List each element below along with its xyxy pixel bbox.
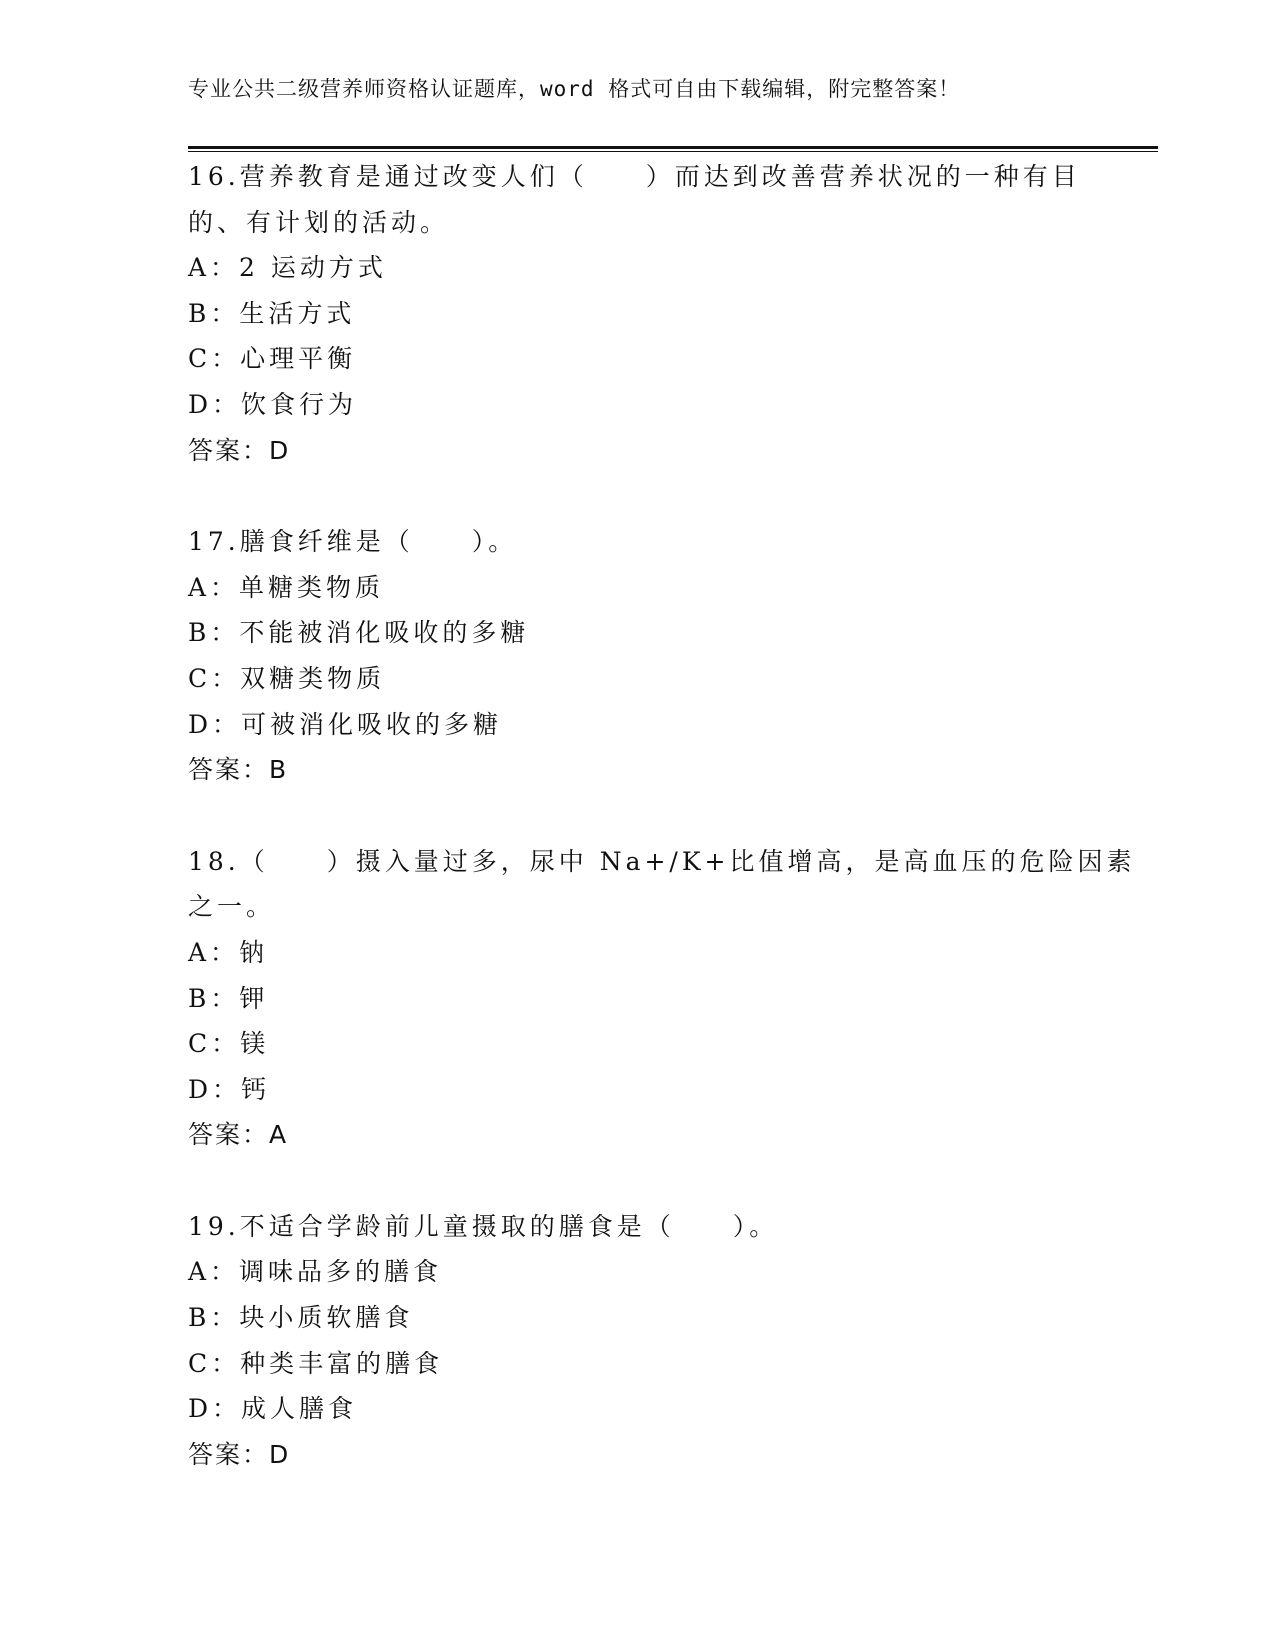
question-list (188, 154, 1136, 1523)
question-stem-line: 的、有计划的活动。 (188, 207, 450, 237)
question-stem (188, 519, 1088, 565)
question-stem-line: 19.不适合学龄前儿童摄取的膳食是（ ）。 (188, 1211, 779, 1241)
question-stem-line: 18.（ ）摄入量过多，尿中 Na+/K+比值增高，是高血压的危险因素 (188, 846, 1136, 876)
question-19 (188, 1204, 1088, 1478)
question-17 (188, 519, 1088, 793)
question-16 (188, 154, 1088, 473)
option-b: B：生活方式 (188, 298, 356, 328)
option-d: D：可被消化吸收的多糖 (188, 709, 503, 739)
option-a: A：调味品多的膳食 (188, 1257, 443, 1287)
question-stem-line: 17.膳食纤维是（ ）。 (188, 527, 518, 557)
header-rule-thin (188, 151, 1158, 152)
option-d: D：饮食行为 (188, 389, 358, 419)
question-stem (188, 154, 1088, 245)
option-b: B：不能被消化吸收的多糖 (188, 618, 530, 648)
answer-line: 答案：D (188, 435, 291, 465)
option-a: A：单糖类物质 (188, 572, 385, 602)
option-a: A：钠 (188, 937, 269, 967)
option-a: A：2 运动方式 (188, 253, 387, 283)
option-b: B：块小质软膳食 (188, 1303, 414, 1333)
answer-line: 答案：A (188, 1120, 289, 1150)
header-rule-thick (188, 146, 1158, 149)
question-18 (188, 839, 1136, 1158)
answer-line: 答案：B (188, 755, 289, 785)
option-b: B：钾 (188, 983, 269, 1013)
header-note: 专业公共二级营养师资格认证题库，word 格式可自由下载编辑，附完整答案！ (188, 77, 961, 101)
option-c: C：镁 (188, 1029, 270, 1059)
question-stem-line: 16.营养教育是通过改变人们（ ）而达到改善营养状况的一种有目 (188, 162, 1081, 191)
option-c: C：心理平衡 (188, 344, 357, 374)
question-stem (188, 839, 1136, 930)
option-d: D：钙 (188, 1074, 271, 1104)
question-stem-line: 之一。 (188, 892, 276, 922)
option-d: D：成人膳食 (188, 1394, 358, 1424)
option-c: C：种类丰富的膳食 (188, 1348, 444, 1378)
question-stem (188, 1204, 1088, 1250)
answer-line: 答案：D (188, 1439, 291, 1469)
option-c: C：双糖类物质 (188, 663, 386, 693)
